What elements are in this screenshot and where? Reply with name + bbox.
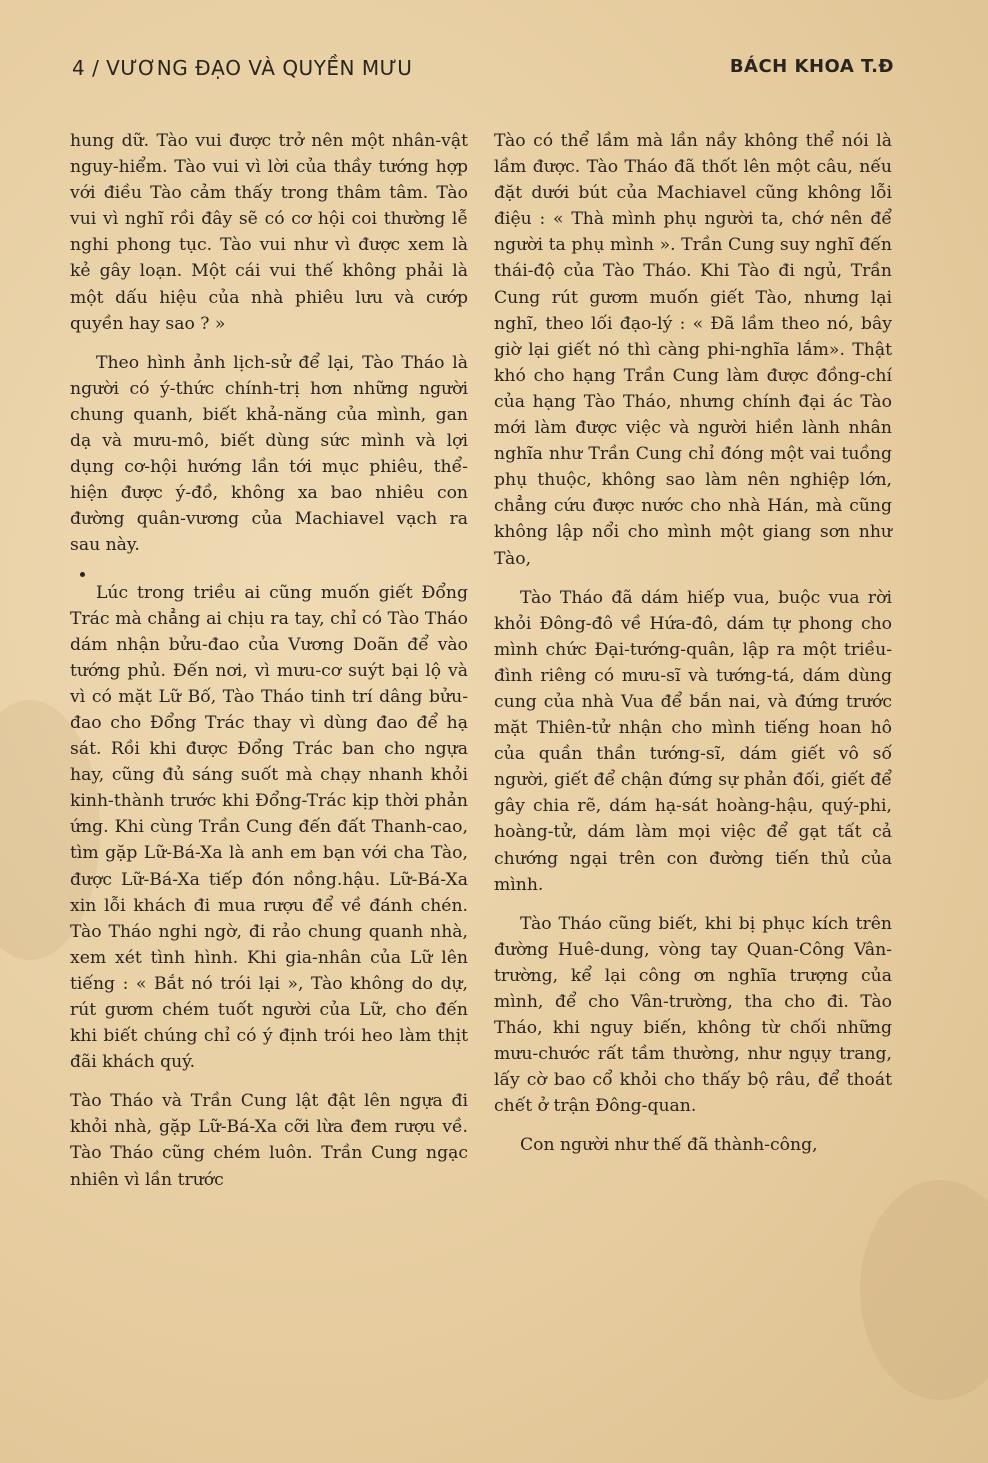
right-column	[494, 128, 892, 1172]
paragraph: Tào có thể lầm mà lần nầy không thể nói là lầm được. Tào Tháo đã thốt lên một câu, nếu đặt dưới bút của Machiavel cũng không lỗi điệu : « Thà mình phụ người ta, chớ nên để người ta phụ mình ». Trần Cung suy nghĩ đến thái-độ của Tào Tháo. Khi Tào đi ngủ, Trần Cung rút gươm muốn giết Tào, nhưng lại nghĩ, theo lối đạo-lý : « Đã lầm theo nó, bây giờ lại giết nó thì càng phi-nghĩa lắm». Thật khó cho hạng Trần Cung làm được đồng-chí của hạng Tào Tháo, nhưng chính đại ác Tào mới làm được việc và người hiền lành nhân nghĩa như Trần Cung chỉ đóng một vai tuồng phụ thuộc, không sao làm nên nghiệp lớn, chẳng cứu được nước cho nhà Hán, mà cũng không lập nổi cho mình một giang sơn như Tào,	[494, 131, 892, 569]
publication-name: BÁCH KHOA T.Đ	[729, 56, 894, 77]
paragraph: Con người như thế đã thành-công,	[520, 1135, 818, 1156]
page-header	[72, 52, 894, 86]
paragraph: Tào Tháo cũng biết, khi bị phục kích trên đường Huê-dung, vòng tay Quan-Công Vân-trường, kể lại công ơn nghĩa trượng của mình, để cho Vân-trường, tha cho đi. Tào Tháo, khi nguy biến, không từ chối những mưu-chước rất tầm thường, như ngụy trang, lấy cờ bao cổ khỏi cho thấy bộ râu, để thoát chết ở trận Đông-quan.	[494, 913, 892, 1117]
paragraph: Tào Tháo và Trần Cung lật đật lên ngựa đi khỏi nhà, gặp Lữ-Bá-Xa cỡi lừa đem rượu về. Tào Tháo cũng chém luôn. Trần Cung ngạc nhiên vì lần trước	[70, 1091, 468, 1190]
left-column	[70, 128, 468, 1206]
paragraph: hung dữ. Tào vui được trở nên một nhân-vật nguy-hiểm. Tào vui vì lời của thầy tướng hợp với điều Tào cảm thấy trong thâm tâm. Tào vui vì nghĩ rồi đây sẽ có cơ hội coi thường lễ nghi phong tục. Tào vui như vì được xem là kẻ gây loạn. Một cái vui thế không phải là một dấu hiệu của nhà phiêu lưu và cướp quyền hay sao ? »	[70, 131, 468, 334]
paragraph: Tào Tháo đã dám hiếp vua, buộc vua rời khỏi Đông-đô về Hứa-đô, dám tự phong cho mình chức Đại-tướng-quân, lập ra một triều-đình riêng có mưu-sĩ và tướng-tá, dám dùng cung của nhà Vua để bắn nai, và đứng trước mặt Thiên-tử nhận cho mình tiếng hoan hô của quần thần tướng-sĩ, dám giết vô số người, giết để chận đứng sự phản đối, giết để gây chia rẽ, dám hạ-sát hoàng-hậu, quý-phi, hoàng-tử, dám làm mọi việc để gạt tất cả chướng ngại trên con đường tiến thủ của mình.	[494, 587, 892, 895]
paragraph: Theo hình ảnh lịch-sử để lại, Tào Tháo là người có ý-thức chính-trị hơn những người chung quanh, biết khả-năng của mình, gan dạ và mưu-mô, biết dùng sức mình và lợi dụng cơ-hội hướng lần tới mục phiêu, thể-hiện được ý-đồ, không xa bao nhiêu con đường quân-vương của Machiavel vạch ra sau này.	[70, 352, 468, 556]
section-dot	[70, 572, 468, 580]
paper-stain	[860, 1180, 988, 1400]
paragraph: Lúc trong triều ai cũng muốn giết Đổng Trác mà chẳng ai chịu ra tay, chỉ có Tào Tháo dám nhận bửu-đao của Vương Doãn để vào tướng phủ. Đến nơi, vì mưu-cơ suýt bại lộ và vì có mặt Lữ Bố, Tào Tháo tinh trí dâng bửu-đao cho Đổng Trác thay vì dùng đao để hạ sát. Rồi khi được Đổng Trác ban cho ngựa hay, cũng đủ sáng suốt mà chạy nhanh khỏi kinh-thành trước khi Đổng-Trác kịp thời phản ứng. Khi cùng Trần Cung đến đất Thanh-cao, tìm gặp Lữ-Bá-Xa là anh em bạn với cha Tào, được Lữ-Bá-Xa tiếp đón nồng.hậu. Lữ-Bá-Xa xin lỗi khách đi mua rượu để về đánh chén. Tào Tháo nghi ngờ, đi rảo chung quanh nhà, xem xét tình hình. Khi gia-nhân của Lữ lên tiếng : « Bắt nó trói lại », Tào không do dự, rút gươm chém tuốt người của Lữ, cho đến khi biết chúng chỉ có ý định trói heo làm thịt đãi khách quý.	[70, 582, 468, 1073]
running-title: 4 / VƯƠNG ĐẠO VÀ QUYỀN MƯU	[72, 56, 413, 80]
